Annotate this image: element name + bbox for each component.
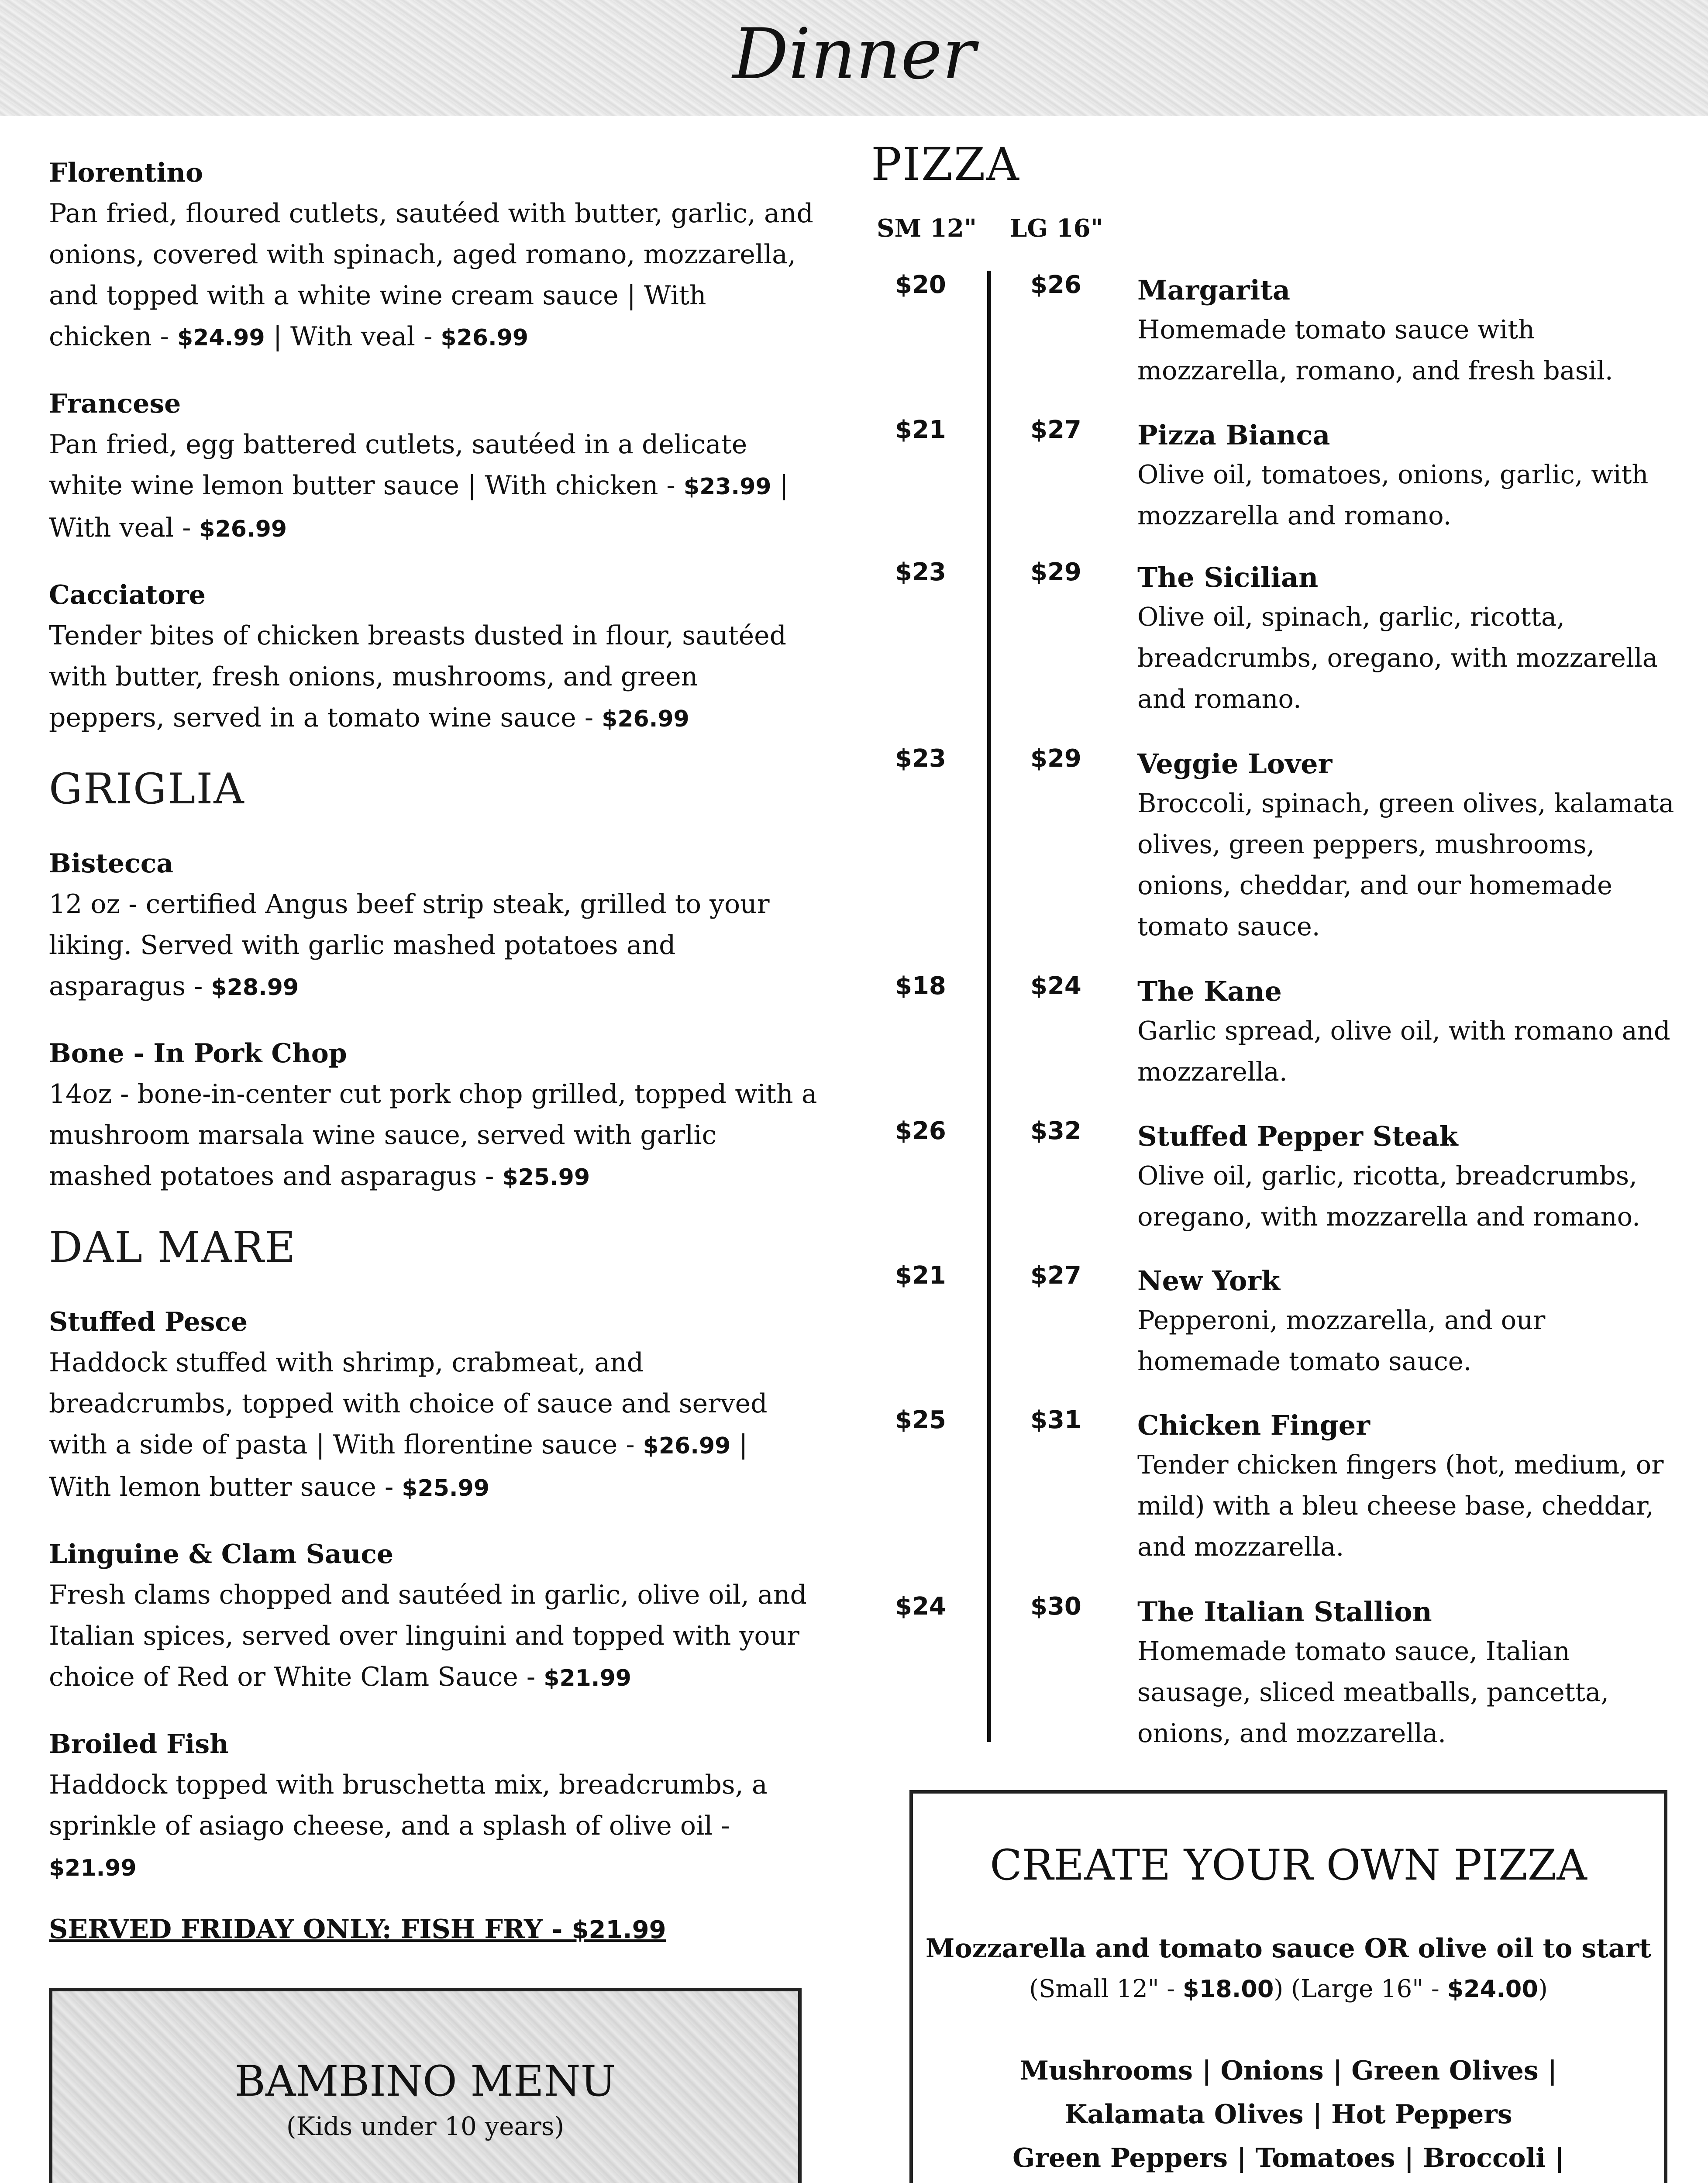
price-small: $20: [895, 271, 946, 299]
topping-line: Kalamata Olives | Hot Peppers: [1064, 2099, 1512, 2130]
menu-item: [49, 153, 817, 358]
pizza-name: Stuffed Pepper Steak: [1137, 1120, 1458, 1152]
menu-item: [49, 844, 817, 1008]
item-price: $24.99: [177, 325, 265, 351]
price-small: $23: [895, 558, 946, 586]
pizza-name: The Italian Stallion: [1137, 1596, 1432, 1628]
section-heading-griglia: GRIGLIA: [49, 764, 245, 813]
small-price: $18.00: [1183, 1975, 1274, 2003]
topping-line: [939, 2180, 1638, 2183]
item-name: Bone - In Pork Chop: [49, 1038, 347, 1069]
price-large: $29: [1030, 744, 1081, 773]
price-small: $24: [895, 1592, 946, 1621]
item-price: $23.99: [683, 474, 771, 500]
price-small: $18: [895, 972, 946, 1000]
price-small: $26: [895, 1117, 946, 1145]
item-name: Broiled Fish: [49, 1729, 229, 1759]
item-price: $26.99: [199, 516, 287, 542]
menu-item: [49, 1724, 817, 1889]
price-large: $29: [1030, 558, 1081, 586]
item-price: $28.99: [211, 974, 299, 1001]
pizza-name: Pizza Bianca: [1137, 419, 1330, 451]
item-description: 14oz - bone-in-center cut pork chop grilled, topped with a mushroom marsala wine sauce, served with garlic mashed potatoes and asparagus - $25.99: [49, 1079, 817, 1191]
menu-item: [49, 575, 817, 740]
pizza-description: Olive oil, spinach, garlic, ricotta, breadcrumbs, oregano, with mozzarella and romano.: [1137, 602, 1658, 714]
menu-item: [49, 1302, 817, 1509]
item-description: Pan fried, floured cutlets, sautéed with butter, garlic, and onions, covered with spinach, aged romano, mozzarella, and topped with a white wine cream sauce | With chicken - $24.99 | With veal - $26.99: [49, 198, 813, 352]
item-description: Fresh clams chopped and sautéed in garlic, olive oil, and Italian spices, served over linguini and topped with your choice of Red or White Clam Sauce - $21.99: [49, 1580, 807, 1692]
item-price: $21.99: [544, 1665, 631, 1691]
price-large: $31: [1030, 1406, 1081, 1434]
item-price: $21.99: [49, 1855, 137, 1881]
item-description: Haddock topped with bruschetta mix, breadcrumbs, a sprinkle of asiago cheese, and a splash of olive oil - $21.99: [49, 1770, 768, 1881]
topping-line: Green Peppers | Tomatoes | Broccoli |: [1012, 2143, 1564, 2173]
price-small: $23: [895, 744, 946, 773]
menu-item: [49, 1033, 817, 1198]
item-description: Haddock stuffed with shrimp, crabmeat, and breadcrumbs, topped with choice of sauce and served with a side of pasta | With florentine sauce - $26.99 | With lemon butter sauce - $25.99: [49, 1347, 768, 1502]
fish-fry-note: SERVED FRIDAY ONLY: FISH FRY - $21.99: [49, 1914, 666, 1945]
pizza-name: Chicken Finger: [1137, 1409, 1370, 1441]
pizza-name: New York: [1137, 1265, 1280, 1297]
section-heading-dal-mare: DAL MARE: [49, 1223, 296, 1272]
pizza-description: Homemade tomato sauce, Italian sausage, sliced meatballs, pancetta, onions, and mozzarella.: [1137, 1636, 1609, 1748]
bambino-title: BAMBINO MENU: [234, 2057, 616, 2106]
cyo-title: CREATE YOUR OWN PIZZA: [990, 1841, 1587, 1890]
cyo-size-prices: (Small 12" - $18.00) (Large 16" - $24.00): [1029, 1975, 1548, 2003]
item-name: Cacciatore: [49, 580, 206, 610]
item-name: Linguine & Clam Sauce: [49, 1539, 394, 1570]
size-label-small: SM 12": [877, 214, 977, 243]
create-your-own-box: [909, 1790, 1667, 2183]
item-name: Bistecca: [49, 848, 174, 879]
pizza-description: Pepperoni, mozzarella, and our homemade tomato sauce.: [1137, 1305, 1546, 1376]
pizza-description: Homemade tomato sauce with mozzarella, romano, and fresh basil.: [1137, 314, 1613, 386]
pizza-description: Olive oil, garlic, ricotta, breadcrumbs, oregano, with mozzarella and romano.: [1137, 1160, 1640, 1232]
price-large: $27: [1030, 416, 1081, 444]
price-large: $24: [1030, 972, 1081, 1000]
section-heading-pizza: PIZZA: [871, 138, 1020, 191]
pizza-description: Garlic spread, olive oil, with romano and mozzarella.: [1137, 1016, 1670, 1087]
pizza-name: Veggie Lover: [1137, 748, 1333, 780]
left-column: [49, 153, 817, 1945]
item-description: Tender bites of chicken breasts dusted in flour, sautéed with butter, fresh onions, mushrooms, and green peppers, served in a tomato wine sauce - $26.99: [49, 620, 787, 733]
price-large: $27: [1030, 1261, 1081, 1290]
page-title: Dinner: [732, 13, 976, 95]
menu-item: [49, 384, 817, 550]
bambino-menu-box: [49, 1988, 802, 2183]
pizza-description: Olive oil, tomatoes, onions, garlic, with mozzarella and romano.: [1137, 459, 1649, 530]
item-description: 12 oz - certified Angus beef strip steak, grilled to your liking. Served with garlic mashed potatoes and asparagus - $28.99: [49, 889, 770, 1002]
pizza-name: The Kane: [1137, 975, 1282, 1007]
pizza-description: Tender chicken fingers (hot, medium, or mild) with a bleu cheese base, cheddar, and mozzarella.: [1137, 1450, 1664, 1562]
item-price: $25.99: [402, 1475, 490, 1501]
large-price: $24.00: [1447, 1975, 1538, 2003]
price-large: $30: [1030, 1592, 1081, 1621]
price-large: $32: [1030, 1117, 1081, 1145]
item-price: $26.99: [441, 325, 529, 351]
column-divider: [987, 271, 991, 1742]
item-name: Florentino: [49, 158, 203, 188]
pizza-name: Margarita: [1137, 274, 1291, 306]
pizza-description: Broccoli, spinach, green olives, kalamata olives, green peppers, mushrooms, onions, cheddar, and our homemade tomato sauce.: [1137, 788, 1674, 941]
price-small: $21: [895, 416, 946, 444]
header-banner: [0, 0, 1708, 116]
item-description: Pan fried, egg battered cutlets, sautéed in a delicate white wine lemon butter sauce | With chicken - $23.99 | With veal - $26.99: [49, 429, 789, 543]
topping-line: Mushrooms | Onions | Green Olives |: [1019, 2056, 1557, 2086]
fish-fry-price: $21.99: [572, 1916, 666, 1944]
size-label-large: LG 16": [1010, 214, 1103, 243]
price-small: $25: [895, 1406, 946, 1434]
menu-item: [49, 1534, 817, 1699]
cyo-lead: Mozzarella and tomato sauce OR olive oil to start: [926, 1933, 1651, 1964]
price-large: $26: [1030, 271, 1081, 299]
item-name: Stuffed Pesce: [49, 1307, 248, 1337]
item-price: $26.99: [643, 1433, 731, 1459]
item-name: Francese: [49, 389, 181, 419]
item-price: $25.99: [502, 1164, 590, 1191]
pizza-name: The Sicilian: [1137, 561, 1319, 593]
bambino-subtitle: (Kids under 10 years): [286, 2111, 565, 2141]
item-price: $26.99: [602, 706, 689, 732]
price-small: $21: [895, 1261, 946, 1290]
topping-group-1: [939, 2049, 1638, 2183]
